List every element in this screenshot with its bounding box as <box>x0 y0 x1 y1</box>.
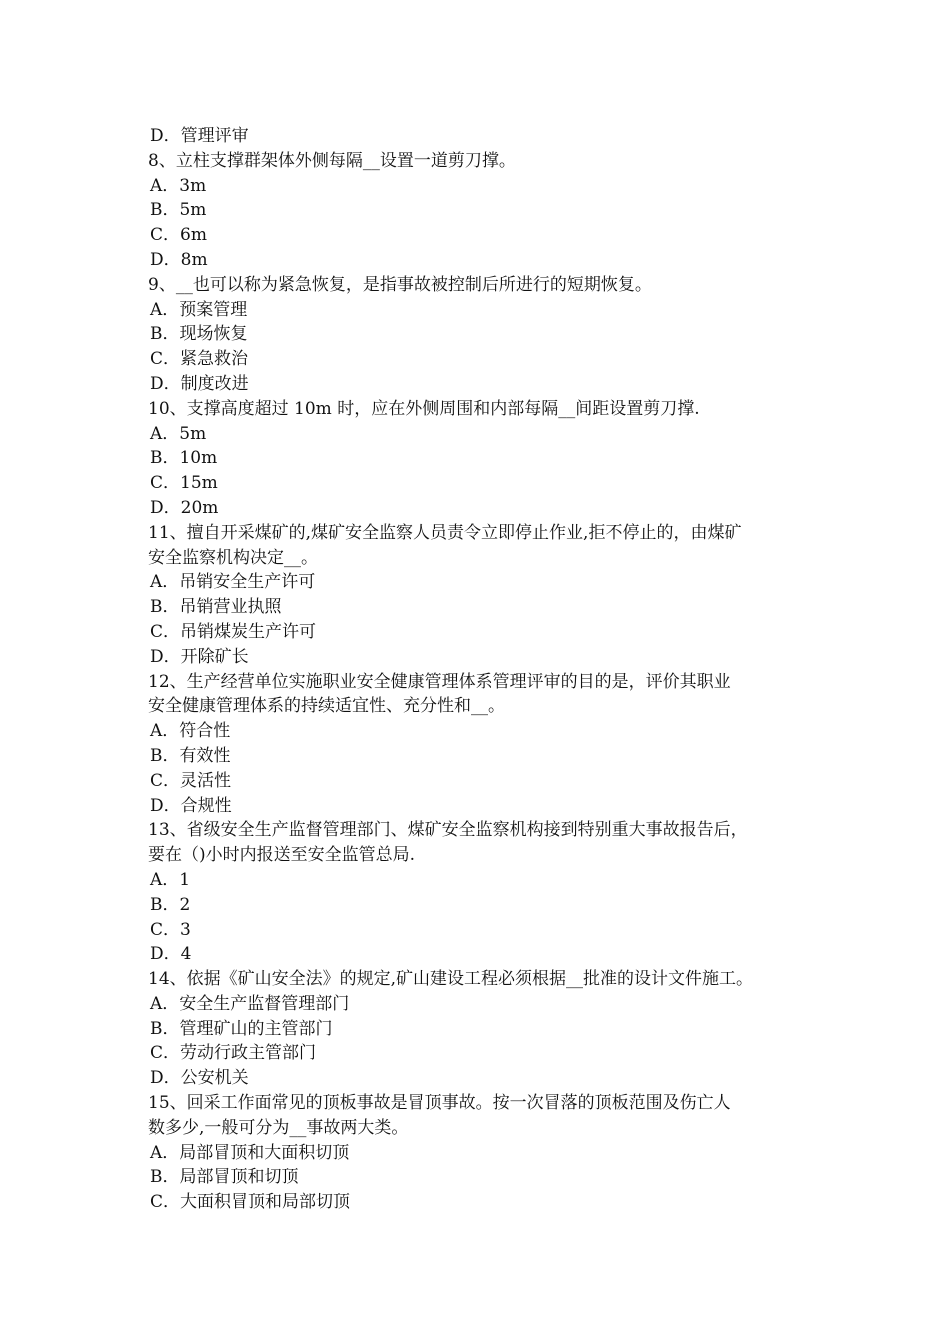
question-text: 10、支撑高度超过 10m 时，应在外侧周围和内部每隔__间距设置剪刀撑. <box>148 398 700 419</box>
question-text: 11、擅自开采煤矿的,煤矿安全监察人员责令立即停止作业,拒不停止的，由煤矿 <box>148 522 742 543</box>
answer-option: C．3 <box>150 919 191 940</box>
answer-option: B．现场恢复 <box>150 324 248 345</box>
question-text: 14、依据《矿山安全法》的规定,矿山建设工程必须根据__批准的设计文件施工。 <box>148 969 754 990</box>
answer-option: B．有效性 <box>150 745 231 766</box>
answer-option: D．8m <box>150 249 208 270</box>
question-text: 8、立柱支撑群架体外侧每隔__设置一道剪刀撑。 <box>148 150 516 171</box>
answer-option: C．吊销煤炭生产许可 <box>150 621 317 642</box>
answer-option: D．管理评审 <box>150 126 249 146</box>
answer-option: A．符合性 <box>150 721 231 742</box>
answer-option: A．预案管理 <box>150 299 248 320</box>
answer-option: D．公安机关 <box>150 1068 249 1089</box>
answer-option: C．紧急救治 <box>150 349 249 370</box>
answer-option: A．局部冒顶和大面积切顶 <box>150 1142 350 1163</box>
answer-option: B．局部冒顶和切顶 <box>150 1167 299 1188</box>
question-text: 9、__也可以称为紧急恢复，是指事故被控制后所进行的短期恢复。 <box>148 274 652 295</box>
question-text: 安全监察机构决定__。 <box>148 547 318 568</box>
answer-option: A．吊销安全生产许可 <box>150 572 316 593</box>
answer-option: D．制度改进 <box>150 373 249 394</box>
answer-option: A．5m <box>150 423 207 444</box>
answer-option: B．管理矿山的主管部门 <box>150 1018 333 1039</box>
answer-option: D．开除矿长 <box>150 646 249 667</box>
answer-option: C．灵活性 <box>150 770 232 791</box>
answer-option: A．3m <box>150 175 207 196</box>
document-body <box>148 124 820 1215</box>
answer-option: D．4 <box>150 944 192 965</box>
question-text: 数多少,一般可分为__事故两大类。 <box>148 1117 409 1138</box>
answer-option: B．10m <box>150 448 218 469</box>
question-text: 13、省级安全生产监督管理部门、煤矿安全监察机构接到特别重大事故报告后， <box>148 820 748 841</box>
answer-option: C．大面积冒顶和局部切顶 <box>150 1192 351 1213</box>
answer-option: B．2 <box>150 894 191 915</box>
question-text: 安全健康管理体系的持续适宜性、充分性和__。 <box>148 696 505 717</box>
question-text: 15、回采工作面常见的顶板事故是冒顶事故。按一次冒落的顶板范围及伤亡人 <box>148 1093 731 1114</box>
answer-option: A．安全生产监督管理部门 <box>150 993 350 1014</box>
answer-option: A．1 <box>150 869 191 890</box>
answer-option: B．吊销营业执照 <box>150 597 282 618</box>
answer-option: C．15m <box>150 473 218 494</box>
answer-option: D．合规性 <box>150 795 232 816</box>
answer-option: D．20m <box>150 497 219 518</box>
question-text: 12、生产经营单位实施职业安全健康管理体系管理评审的目的是，评价其职业 <box>148 671 731 692</box>
answer-option: B．5m <box>150 200 207 221</box>
answer-option: C．6m <box>150 225 207 246</box>
answer-option: C．劳动行政主管部门 <box>150 1043 317 1064</box>
question-text: 要在（)小时内报送至安全监管总局. <box>148 845 416 866</box>
